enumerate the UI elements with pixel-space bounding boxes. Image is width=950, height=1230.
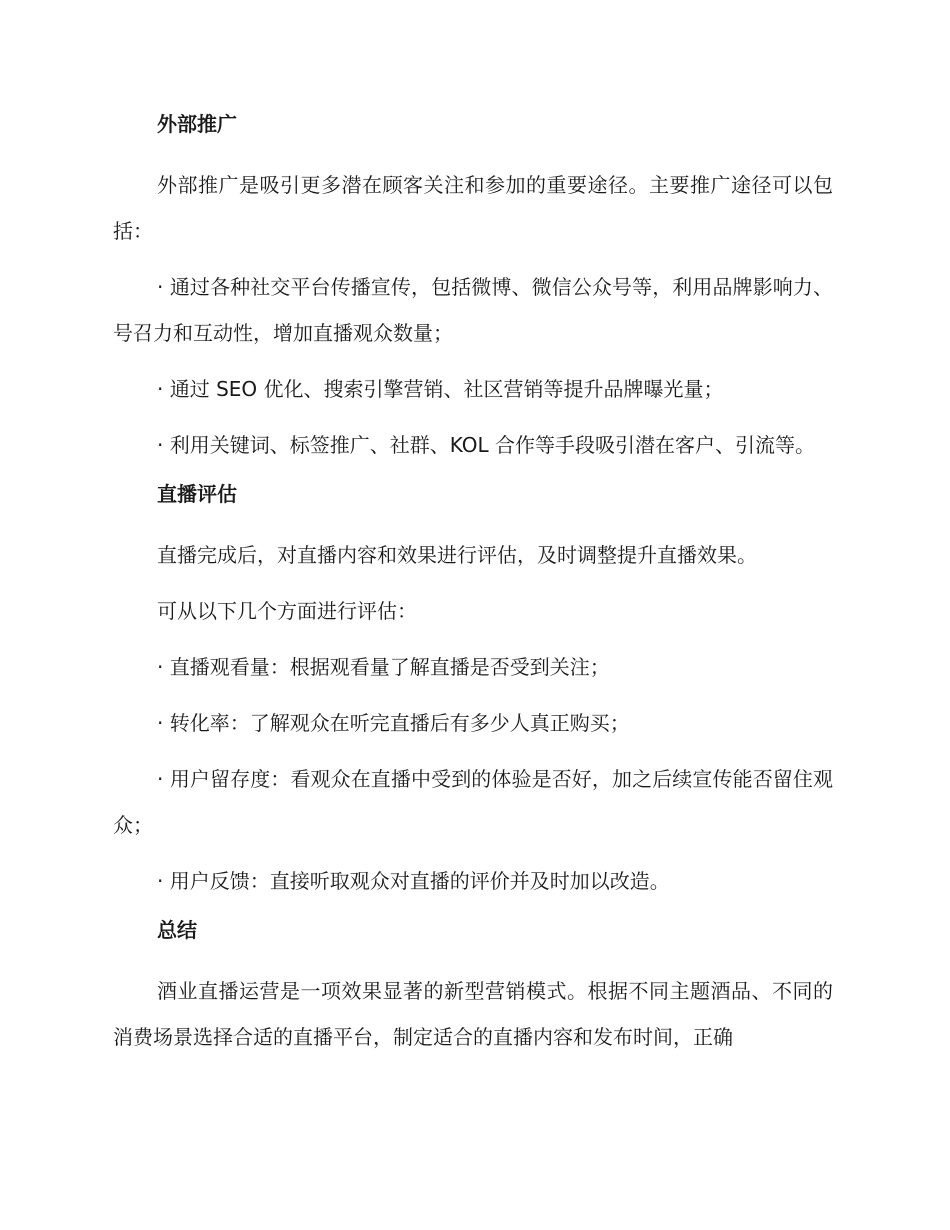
paragraph: 可从以下几个方面进行评估： (157, 599, 417, 623)
bullet-item: · 用户反馈：直接听取观众对直播的评价并及时加以改造。 (157, 869, 670, 893)
section-heading: 外部推广 (157, 112, 237, 136)
paragraph: 外部推广是吸引更多潜在顾客关注和参加的重要途径。主要推广途径可以包括： (113, 173, 833, 243)
document-body (113, 108, 833, 1070)
bullet-item: · 通过各种社交平台传播宣传，包括微博、微信公众号等，利用品牌影响力、号召力和互动性，增加直播观众数量； (113, 275, 833, 345)
paragraph: 直播完成后，对直播内容和效果进行评估，及时调整提升直播效果。 (157, 543, 757, 567)
bullet-item: · 通过 SEO 优化、搜索引擎营销、社区营销等提升品牌曝光量； (157, 377, 724, 401)
section-live-evaluation (113, 478, 833, 904)
paragraph: 酒业直播运营是一项效果显著的新型营销模式。根据不同主题酒品、不同的消费场景选择合适的直播平台，制定适合的直播内容和发布时间，正确 (113, 979, 833, 1049)
section-heading: 直播评估 (157, 482, 237, 506)
bullet-item: · 直播观看量：根据观看量了解直播是否受到关注； (157, 655, 610, 679)
section-summary (113, 914, 833, 1060)
bullet-item: · 用户留存度：看观众在直播中受到的体验是否好，加之后续宣传能否留住观众； (113, 767, 833, 837)
bullet-item: · 转化率：了解观众在听完直播后有多少人真正购买； (157, 711, 630, 735)
section-heading: 总结 (157, 918, 197, 942)
bullet-item: · 利用关键词、标签推广、社群、KOL 合作等手段吸引潜在客户、引流等。 (157, 433, 815, 457)
section-external-promotion (113, 108, 833, 468)
